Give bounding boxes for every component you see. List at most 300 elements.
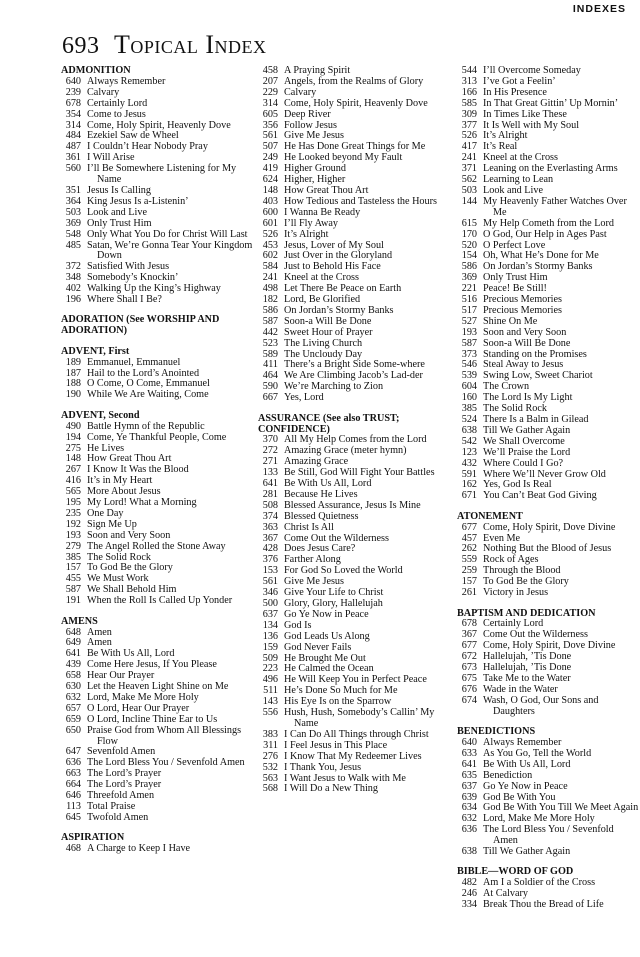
index-entry (258, 393, 458, 404)
hymn-number: 348 (65, 272, 81, 284)
hymn-title: How Tedious and Tasteless the Hours (284, 195, 437, 207)
hymn-title: Kneel at the Cross (483, 152, 558, 164)
hymn-title: Lord, Make Me More Holy (87, 691, 199, 703)
hymn-title: Be With Us All, Lord (284, 478, 372, 490)
hymn-title: God Leads Us Along (284, 630, 370, 642)
hymn-number: 166 (461, 86, 477, 98)
hymn-number: 356 (262, 119, 278, 131)
index-entry (258, 784, 458, 795)
hymn-number: 468 (65, 843, 81, 855)
hymn-number: 417 (461, 141, 477, 153)
hymn-number: 275 (65, 442, 81, 454)
hymn-title: Jesus Is Calling (87, 184, 151, 196)
index-section (61, 315, 261, 337)
hymn-number: 601 (262, 217, 278, 229)
section-heading: ASPIRATION (61, 832, 125, 844)
hymn-title: Only What You Do for Christ Will Last (87, 228, 248, 240)
hymn-number: 638 (461, 846, 477, 858)
hymn-number: 562 (461, 174, 477, 186)
hymn-title: Kneel at the Cross (284, 272, 359, 284)
hymn-title: My Help Cometh from the Lord (483, 217, 614, 229)
index-entry (61, 164, 261, 186)
section-heading: AMENS (61, 615, 98, 627)
index-entry (61, 813, 261, 824)
hymn-title: I Can Do All Things through Christ (284, 728, 429, 740)
index-entry (61, 230, 261, 241)
hymn-title: Amen (87, 626, 112, 638)
hymn-number: 591 (461, 468, 477, 480)
hymn-number: 641 (262, 478, 278, 490)
index-entry (457, 491, 640, 502)
index-entry (457, 825, 640, 847)
hymn-number: 195 (65, 497, 81, 509)
hymn-title: To God Be the Glory (483, 576, 569, 588)
hymn-number: 664 (65, 779, 81, 791)
hymn-title: Sweet Hour of Prayer (284, 326, 373, 338)
hymn-number: 640 (461, 736, 477, 748)
hymn-number: 500 (262, 598, 278, 609)
hymn-title: Soon-a Will Be Done (284, 315, 372, 327)
hymn-number: 154 (461, 250, 477, 262)
page-number: 693 (62, 33, 100, 59)
hymn-number: 311 (263, 739, 278, 751)
hymn-number: 133 (262, 467, 278, 479)
hymn-title: One Day (87, 507, 124, 519)
hymn-title: Amen (87, 637, 112, 649)
hymn-title: Only Trust Him (483, 272, 548, 284)
hymn-number: 585 (461, 97, 477, 109)
hymn-title: My Heavenly Father Watches Over Me (483, 195, 627, 218)
index-entry (258, 219, 458, 230)
hymn-number: 630 (65, 681, 81, 693)
hymn-title: I Will Do a New Thing (284, 783, 378, 795)
hymn-title: Christ Is All (284, 521, 334, 533)
hymn-number: 187 (65, 367, 81, 379)
hymn-title: Leaning on the Everlasting Arms (483, 163, 618, 175)
hymn-number: 615 (461, 217, 477, 229)
hymn-number: 188 (65, 378, 81, 390)
hymn-number: 196 (65, 294, 81, 306)
hymn-number: 123 (461, 446, 477, 458)
hymn-title: My Lord! What a Morning (87, 497, 197, 509)
hymn-title: Calvary (284, 86, 317, 98)
hymn-number: 568 (262, 783, 278, 795)
section-heading: ADORATION (See WORSHIP AND ADORATION) (61, 314, 220, 337)
hymn-number: 658 (65, 670, 81, 682)
hymn-title: Come, Holy Spirit, Dove Divine (483, 521, 616, 533)
hymn-number: 633 (461, 747, 477, 759)
hymn-number: 646 (65, 790, 81, 802)
hymn-title: I Wanna Be Ready (284, 206, 361, 218)
hymn-number: 374 (262, 510, 278, 522)
hymn-title: You Can’t Beat God Giving (483, 490, 597, 502)
page-title (62, 30, 267, 60)
hymn-number: 113 (66, 801, 81, 812)
hymn-number: 484 (65, 130, 81, 142)
hymn-title: I Will Arise (87, 152, 135, 164)
hymn-number: 600 (262, 206, 278, 218)
hymn-title: Ezekiel Saw de Wheel (87, 130, 179, 142)
hymn-title: The Lord Bless You / Sevenfold Amen (483, 824, 614, 847)
hymn-title: Higher, Higher (284, 174, 346, 186)
hymn-number: 411 (263, 359, 278, 371)
hymn-number: 560 (65, 163, 81, 175)
hymn-number: 314 (262, 97, 278, 109)
hymn-title: Does Jesus Care? (284, 543, 356, 555)
hymn-number: 148 (262, 184, 278, 196)
hymn-title: O Come, O Come, Emmanuel (87, 378, 210, 390)
index-section (258, 414, 458, 796)
hymn-number: 370 (262, 434, 278, 446)
hymn-title: In That Great Gittin’ Up Mornin’ (483, 97, 619, 109)
hymn-number: 526 (461, 130, 477, 142)
hymn-title: Let the Heaven Light Shine on Me (87, 681, 229, 693)
hymn-title: Satisfied With Jesus (87, 261, 170, 273)
hymn-number: 632 (65, 691, 81, 703)
hymn-number: 271 (262, 456, 278, 468)
hymn-number: 249 (262, 152, 278, 164)
hymn-number: 605 (262, 108, 278, 120)
hymn-number: 354 (65, 108, 81, 120)
hymn-number: 639 (461, 791, 477, 803)
index-entry (61, 241, 261, 263)
hymn-number: 369 (461, 272, 477, 284)
hymn-number: 482 (461, 877, 477, 889)
hymn-number: 559 (461, 554, 477, 566)
index-entry (61, 433, 261, 444)
hymn-title: A Charge to Keep I Have (87, 843, 191, 855)
hymn-number: 673 (461, 662, 477, 674)
hymn-number: 527 (461, 315, 477, 327)
hymn-number: 587 (65, 584, 81, 596)
index-section (258, 66, 458, 404)
index-entry (258, 632, 458, 643)
hymn-number: 507 (262, 141, 278, 153)
hymn-number: 309 (461, 108, 477, 120)
hymn-title: Calvary (87, 86, 120, 98)
hymn-number: 509 (262, 652, 278, 664)
hymn-title: I’ve Got a Feelin’ (483, 75, 556, 87)
hymn-number: 604 (461, 381, 477, 393)
hymn-number: 246 (461, 888, 477, 900)
index-entry (457, 219, 640, 230)
hymn-number: 636 (65, 757, 81, 769)
hymn-number: 586 (461, 261, 477, 273)
index-entry (61, 542, 261, 553)
hymn-title: Rock of Ages (483, 554, 539, 566)
hymn-title: Peace! Be Still! (483, 283, 547, 295)
hymn-title: Give Me Jesus (284, 576, 344, 588)
hymn-number: 637 (262, 608, 278, 620)
hymn-number: 636 (461, 824, 477, 836)
hymn-number: 659 (65, 713, 81, 725)
hymn-title: Where Shall I Be? (87, 294, 162, 306)
hymn-number: 159 (262, 641, 278, 653)
hymn-number: 419 (262, 163, 278, 175)
hymn-title: I Want Jesus to Walk with Me (284, 772, 406, 784)
hymn-number: 363 (262, 521, 278, 533)
hymn-number: 190 (65, 389, 81, 401)
index-section (61, 617, 261, 824)
index-entry (457, 110, 640, 121)
hymn-number: 457 (461, 532, 477, 544)
hymn-title: Till We Gather Again (483, 424, 571, 436)
hymn-title: The Lord’s Prayer (87, 768, 162, 780)
hymn-number: 663 (65, 768, 81, 780)
hymn-title: He Looked beyond My Fault (284, 152, 403, 164)
index-column-1 (61, 66, 261, 865)
hymn-title: Sign Me Up (87, 518, 137, 530)
hymn-number: 281 (262, 488, 278, 500)
hymn-title: Precious Memories (483, 304, 562, 316)
hymn-title: I Know It Was the Blood (87, 464, 189, 476)
hymn-number: 276 (262, 750, 278, 762)
hymn-number: 402 (65, 283, 81, 295)
hymn-title: Give Your Life to Christ (284, 587, 384, 599)
hymn-title: We Shall Behold Him (87, 584, 177, 596)
hymn-number: 383 (262, 728, 278, 740)
index-entry (457, 771, 640, 782)
hymn-title: Hail to the Lord’s Anointed (87, 367, 200, 379)
hymn-title: Shine On Me (483, 315, 538, 327)
hymn-number: 674 (461, 694, 477, 706)
hymn-number: 439 (65, 659, 81, 671)
hymn-title: Follow Jesus (284, 119, 337, 131)
index-entry (457, 448, 640, 459)
hymn-number: 134 (262, 619, 278, 631)
hymn-number: 641 (65, 648, 81, 660)
hymn-number: 498 (262, 283, 278, 295)
hymn-number: 587 (461, 337, 477, 349)
hymn-title: Wade in the Water (483, 683, 558, 695)
hymn-number: 548 (65, 228, 81, 240)
index-entry (61, 358, 261, 369)
hymn-title: For God So Loved the World (284, 565, 403, 577)
hymn-title: Angels, from the Realms of Glory (284, 75, 424, 87)
hymn-number: 539 (461, 370, 477, 382)
hymn-title: Always Remember (483, 736, 562, 748)
hymn-number: 313 (461, 75, 477, 87)
hymn-number: 672 (461, 651, 477, 663)
hymn-title: The Angel Rolled the Stone Away (87, 540, 226, 552)
hymn-number: 262 (461, 543, 477, 555)
hymn-title: I Know That My Redeemer Lives (284, 750, 422, 762)
hymn-number: 458 (262, 65, 278, 76)
hymn-title: Threefold Amen (87, 790, 155, 802)
hymn-title: Victory in Jesus (483, 587, 549, 599)
hymn-title: Come Out the Wilderness (284, 532, 389, 544)
hymn-title: On Jordan’s Stormy Banks (483, 261, 593, 273)
hymn-title: He Has Done Great Things for Me (284, 141, 426, 153)
index-entry (457, 230, 640, 241)
index-entry (61, 219, 261, 230)
hymn-number: 432 (461, 457, 477, 469)
hymn-title: Even Me (483, 532, 521, 544)
hymn-title: Break Thou the Bread of Life (483, 899, 604, 911)
hymn-number: 641 (461, 758, 477, 770)
hymn-title: O Lord, Hear Our Prayer (87, 702, 190, 714)
index-entry (457, 459, 640, 470)
hymn-title: Only Trust Him (87, 217, 152, 229)
hymn-title: O Lord, Incline Thine Ear to Us (87, 713, 218, 725)
hymn-number: 334 (461, 899, 477, 911)
hymn-title: Go Ye Now in Peace (483, 780, 568, 792)
hymn-title: On Jordan’s Stormy Banks (284, 304, 394, 316)
hymn-number: 532 (262, 761, 278, 773)
hymn-title: O God, Our Help in Ages Past (483, 228, 607, 240)
hymn-title: Am I a Soldier of the Cross (483, 877, 596, 889)
hymn-number: 624 (262, 174, 278, 186)
hymn-number: 223 (262, 663, 278, 675)
hymn-title: Learning to Lean (483, 174, 554, 186)
hymn-title: Hallelujah, ’Tis Done (483, 651, 572, 663)
hymn-number: 364 (65, 195, 81, 207)
hymn-number: 376 (262, 554, 278, 566)
hymn-title: Precious Memories (483, 294, 562, 306)
hymn-title: It Is Well with My Soul (483, 119, 580, 131)
hymn-title: Because He Lives (284, 488, 358, 500)
hymn-number: 649 (65, 637, 81, 649)
hymn-title: Walking Up the King’s Highway (87, 283, 221, 295)
hymn-number: 229 (262, 86, 278, 98)
hymn-title: Amazing Grace (284, 456, 349, 468)
hymn-title: Hear Our Prayer (87, 670, 155, 682)
hymn-title: When the Roll Is Called Up Yonder (87, 595, 233, 607)
hymn-number: 520 (461, 239, 477, 251)
hymn-number: 464 (262, 370, 278, 382)
hymn-title: He Brought Me Out (284, 652, 366, 664)
index-entry (258, 752, 458, 763)
hymn-number: 367 (262, 532, 278, 544)
hymn-number: 587 (262, 315, 278, 327)
hymn-title: Where Could I Go? (483, 457, 564, 469)
hymn-title: God Be With You (483, 791, 556, 803)
hymn-number: 143 (262, 696, 278, 708)
hymn-title: Certainly Lord (87, 97, 148, 109)
hymn-number: 546 (461, 359, 477, 371)
hymn-title: Yes, Lord (284, 392, 324, 404)
hymn-number: 565 (65, 486, 81, 498)
hymn-title: The Uncloudy Day (284, 348, 363, 360)
hymn-title: Farther Along (284, 554, 341, 566)
index-entry (457, 588, 640, 599)
hymn-title: Lord, Make Me More Holy (483, 813, 595, 825)
section-heading: ASSURANCE (See also TRUST; CONFIDENCE) (258, 412, 400, 435)
hymn-number: 221 (461, 283, 477, 295)
hymn-number: 602 (262, 250, 278, 262)
hymn-number: 314 (65, 119, 81, 131)
hymn-title: The Lord’s Prayer (87, 779, 162, 791)
hymn-title: I Couldn’t Hear Nobody Pray (87, 141, 208, 153)
index-section (457, 512, 640, 599)
hymn-number: 524 (461, 414, 477, 425)
hymn-number: 279 (65, 540, 81, 552)
hymn-number: 272 (262, 445, 278, 457)
hymn-number: 516 (461, 294, 477, 306)
running-header: INDEXES (572, 3, 626, 15)
hymn-number: 241 (461, 152, 477, 164)
hymn-title: Come, Holy Spirit, Heavenly Dove (87, 119, 231, 131)
hymn-title: God Never Fails (284, 641, 352, 653)
hymn-title: Blessed Quietness (284, 510, 359, 522)
index-entry (457, 847, 640, 858)
index-column-2 (258, 66, 458, 805)
hymn-title: I’ll Fly Away (284, 217, 338, 229)
hymn-title: Glory, Glory, Hallelujah (284, 598, 383, 609)
hymn-title: It’s Real (483, 141, 518, 153)
hymn-title: Praise God from Whom All Blessings Flow (87, 724, 242, 747)
hymn-number: 490 (65, 420, 81, 432)
hymn-title: His Eye Is on the Sparrow (284, 696, 392, 708)
hymn-number: 647 (65, 746, 81, 758)
hymn-title: He Calmed the Ocean (284, 663, 374, 675)
hymn-title: Twofold Amen (87, 811, 149, 823)
hymn-number: 148 (65, 453, 81, 465)
index-section (61, 833, 261, 855)
index-entry (258, 708, 458, 730)
hymn-number: 261 (461, 587, 477, 599)
index-section (61, 347, 261, 402)
hymn-title: Certainly Lord (483, 618, 544, 630)
hymn-number: 157 (461, 576, 477, 588)
hymn-title: Emmanuel, Emmanuel (87, 356, 181, 368)
hymn-number: 503 (65, 206, 81, 218)
section-heading: BENEDICTIONS (457, 726, 536, 738)
hymn-number: 403 (262, 195, 278, 207)
hymn-number: 563 (262, 772, 278, 784)
hymn-title: Yes, God Is Real (483, 479, 552, 491)
hymn-title: Steal Away to Jesus (483, 359, 564, 371)
hymn-title: Be Still, God Will Fight Your Battles (284, 467, 435, 479)
hymn-title: Hush, Hush, Somebody’s Callin’ My Name (284, 707, 435, 729)
hymn-title: We Must Work (87, 573, 149, 585)
hymn-number: 182 (262, 294, 278, 306)
hymn-title: It’s Alright (284, 228, 329, 240)
hymn-number: 367 (461, 629, 477, 641)
hymn-number: 144 (461, 195, 477, 207)
hymn-title: The Lord Is My Light (483, 392, 573, 404)
hymn-title: Be With Us All, Lord (87, 648, 175, 660)
hymn-number: 542 (461, 435, 477, 447)
hymn-title: He Lives (87, 442, 125, 454)
hymn-number: 634 (461, 802, 477, 814)
hymn-number: 372 (65, 261, 81, 273)
index-section (61, 66, 261, 306)
hymn-title: We’ll Praise the Lord (483, 446, 571, 458)
index-section (61, 411, 261, 607)
hymn-number: 377 (461, 119, 477, 131)
hymn-number: 207 (262, 75, 278, 87)
hymn-number: 678 (461, 618, 477, 630)
hymn-number: 508 (262, 499, 278, 511)
hymn-title: There Is a Balm in Gilead (483, 414, 589, 425)
hymn-title: All My Help Comes from the Lord (284, 434, 427, 446)
hymn-number: 241 (262, 272, 278, 284)
hymn-title: At Calvary (483, 888, 528, 900)
index-entry (61, 99, 261, 110)
hymn-number: 369 (65, 217, 81, 229)
index-entry (457, 696, 640, 718)
hymn-title: Come to Jesus (87, 108, 146, 120)
section-heading: ADMONITION (61, 65, 131, 76)
hymn-number: 192 (65, 518, 81, 530)
hymn-number: 170 (461, 228, 477, 240)
hymn-number: 640 (65, 75, 81, 87)
hymn-number: 346 (262, 587, 278, 599)
hymn-title: Lord, Be Glorified (284, 294, 361, 306)
hymn-title: Blessed Assurance, Jesus Is Mine (284, 499, 421, 511)
hymn-number: 517 (461, 304, 477, 316)
